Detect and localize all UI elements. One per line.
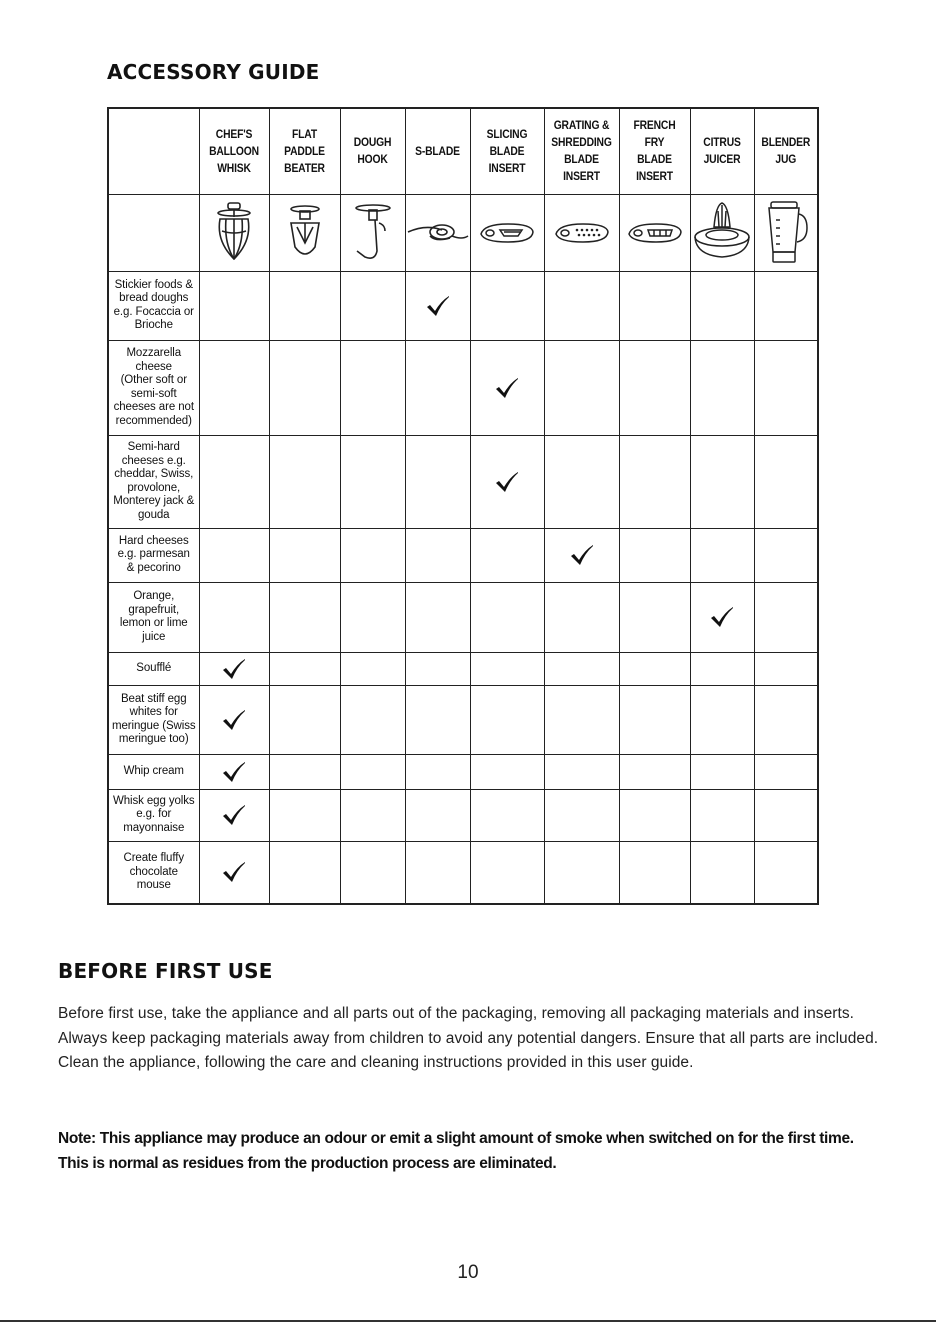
french-fry-insert-icon: [619, 194, 690, 271]
check-cell: [619, 841, 690, 904]
check-cell: [690, 340, 754, 435]
blender-jug-icon: [754, 194, 818, 271]
accessory-guide-table: [107, 107, 819, 905]
check-mark-icon: [710, 606, 734, 628]
column-header-flat-beater: FLAT PADDLE BEATER: [274, 108, 335, 194]
check-cell: [269, 841, 340, 904]
check-cell: [690, 789, 754, 841]
check-cell: [619, 789, 690, 841]
table-row: [108, 340, 818, 435]
check-cell: [269, 685, 340, 754]
check-cell: [340, 789, 405, 841]
check-cell: [269, 340, 340, 435]
check-cell: [470, 435, 544, 528]
check-mark-icon: [222, 761, 246, 783]
balloon-whisk-icon: [199, 194, 269, 271]
check-cell: [405, 528, 470, 582]
check-cell: [405, 841, 470, 904]
check-cell: [754, 528, 818, 582]
check-cell: [405, 271, 470, 340]
food-label: Create fluffy chocolate mouse: [108, 841, 199, 904]
check-cell: [269, 582, 340, 652]
column-header-citrus-juicer: CITRUS JUICER: [694, 108, 749, 194]
check-cell: [340, 271, 405, 340]
accessory-guide-body: [108, 271, 818, 904]
check-cell: [405, 582, 470, 652]
check-cell: [690, 685, 754, 754]
food-label: Orange, grapefruit, lemon or lime juice: [108, 582, 199, 652]
s-blade-icon: [405, 194, 470, 271]
check-cell: [690, 652, 754, 685]
flat-beater-icon: [269, 194, 340, 271]
food-label: Mozzarella cheese (Other soft or semi-soft cheeses are not recommended): [108, 340, 199, 435]
table-row: [108, 652, 818, 685]
check-cell: [199, 789, 269, 841]
check-cell: [340, 435, 405, 528]
check-cell: [199, 528, 269, 582]
check-cell: [754, 435, 818, 528]
before-first-use-text: Before first use, take the appliance and all parts out of the packaging, removing all packaging materials and inserts. Always keep packaging materials away from children to avoid any potential dangers. Ensure that all parts are included. Clean the appliance, following the care and cleaning instructions provided in this user guide.: [58, 1005, 879, 1071]
check-cell: [199, 271, 269, 340]
table-row: [108, 841, 818, 904]
check-cell: [754, 271, 818, 340]
check-cell: [754, 754, 818, 789]
check-cell: [199, 340, 269, 435]
check-cell: [619, 435, 690, 528]
check-cell: [199, 841, 269, 904]
check-cell: [619, 685, 690, 754]
table-row: [108, 582, 818, 652]
food-label: Semi-hard cheeses e.g. cheddar, Swiss, provolone, Monterey jack & gouda: [108, 435, 199, 528]
column-header-dough-hook: DOUGH HOOK: [345, 108, 401, 194]
check-cell: [754, 685, 818, 754]
check-cell: [405, 685, 470, 754]
corner-cell: [108, 108, 199, 194]
column-header-grating-insert: GRATING & SHREDDING BLADE INSERT: [549, 108, 614, 194]
column-header-s-blade: S-BLADE: [410, 108, 466, 194]
grating-insert-icon: [544, 194, 619, 271]
check-cell: [269, 435, 340, 528]
check-cell: [544, 340, 619, 435]
check-cell: [754, 340, 818, 435]
check-cell: [470, 652, 544, 685]
check-cell: [544, 754, 619, 789]
check-cell: [470, 582, 544, 652]
check-cell: [544, 841, 619, 904]
table-row: [108, 271, 818, 340]
check-cell: [269, 528, 340, 582]
check-cell: [470, 789, 544, 841]
check-cell: [754, 652, 818, 685]
column-header-french-fry-insert: FRENCH FRY BLADE INSERT: [624, 108, 685, 194]
check-cell: [340, 528, 405, 582]
check-cell: [544, 789, 619, 841]
check-cell: [405, 652, 470, 685]
page-number: 10: [457, 1262, 479, 1283]
check-cell: [269, 754, 340, 789]
check-cell: [340, 652, 405, 685]
column-header-row: [108, 108, 818, 194]
check-cell: [544, 528, 619, 582]
check-cell: [470, 271, 544, 340]
food-label: Soufflé: [108, 652, 199, 685]
accessory-guide-title: ACCESSORY GUIDE: [107, 60, 320, 84]
food-label: Whip cream: [108, 754, 199, 789]
check-cell: [544, 271, 619, 340]
check-cell: [199, 652, 269, 685]
check-cell: [340, 754, 405, 789]
check-cell: [619, 271, 690, 340]
check-cell: [544, 652, 619, 685]
check-mark-icon: [570, 544, 594, 566]
citrus-juicer-icon: [690, 194, 754, 271]
check-cell: [470, 841, 544, 904]
check-cell: [269, 271, 340, 340]
check-mark-icon: [495, 377, 519, 399]
accessory-image-row: [108, 194, 818, 271]
check-mark-icon: [222, 658, 246, 680]
food-label: Stickier foods & bread doughs e.g. Focaccia or Brioche: [108, 271, 199, 340]
check-cell: [340, 582, 405, 652]
check-cell: [405, 340, 470, 435]
table-row: [108, 685, 818, 754]
check-cell: [619, 582, 690, 652]
check-cell: [470, 340, 544, 435]
check-cell: [619, 754, 690, 789]
image-row-corner: [108, 194, 199, 271]
check-cell: [199, 685, 269, 754]
check-cell: [405, 754, 470, 789]
before-first-use-title: BEFORE FIRST USE: [58, 959, 273, 983]
check-mark-icon: [222, 861, 246, 883]
check-cell: [405, 435, 470, 528]
dough-hook-icon: [340, 194, 405, 271]
check-cell: [269, 652, 340, 685]
check-cell: [690, 435, 754, 528]
food-label: Whisk egg yolks e.g. for mayonnaise: [108, 789, 199, 841]
check-cell: [199, 582, 269, 652]
check-cell: [470, 685, 544, 754]
check-cell: [690, 841, 754, 904]
table-row: [108, 789, 818, 841]
table-row: [108, 528, 818, 582]
check-mark-icon: [426, 295, 450, 317]
check-cell: [754, 582, 818, 652]
check-cell: [199, 754, 269, 789]
check-cell: [340, 340, 405, 435]
column-header-balloon-whisk: CHEF'S BALLOON WHISK: [204, 108, 264, 194]
check-cell: [619, 528, 690, 582]
check-cell: [690, 528, 754, 582]
check-mark-icon: [222, 709, 246, 731]
check-cell: [340, 841, 405, 904]
check-cell: [690, 582, 754, 652]
check-cell: [690, 754, 754, 789]
check-cell: [340, 685, 405, 754]
check-cell: [269, 789, 340, 841]
check-cell: [619, 340, 690, 435]
check-mark-icon: [495, 471, 519, 493]
food-label: Beat stiff egg whites for meringue (Swiss meringue too): [108, 685, 199, 754]
slicing-insert-icon: [470, 194, 544, 271]
bottom-divider: [0, 1320, 936, 1322]
check-cell: [619, 652, 690, 685]
check-cell: [405, 789, 470, 841]
column-header-slicing-insert: SLICING BLADE INSERT: [475, 108, 539, 194]
column-header-blender-jug: BLENDER JUG: [758, 108, 813, 194]
table-row: [108, 435, 818, 528]
check-cell: [690, 271, 754, 340]
check-cell: [470, 754, 544, 789]
check-cell: [544, 582, 619, 652]
check-cell: [544, 685, 619, 754]
check-cell: [544, 435, 619, 528]
food-label: Hard cheeses e.g. parmesan & pecorino: [108, 528, 199, 582]
check-cell: [754, 789, 818, 841]
table-row: [108, 754, 818, 789]
check-mark-icon: [222, 804, 246, 826]
smoke-note: Note: This appliance may produce an odour or emit a slight amount of smoke when switched on for the first time. This is normal as residues from the production process are eliminated.: [58, 1130, 854, 1172]
check-cell: [470, 528, 544, 582]
check-cell: [754, 841, 818, 904]
check-cell: [199, 435, 269, 528]
